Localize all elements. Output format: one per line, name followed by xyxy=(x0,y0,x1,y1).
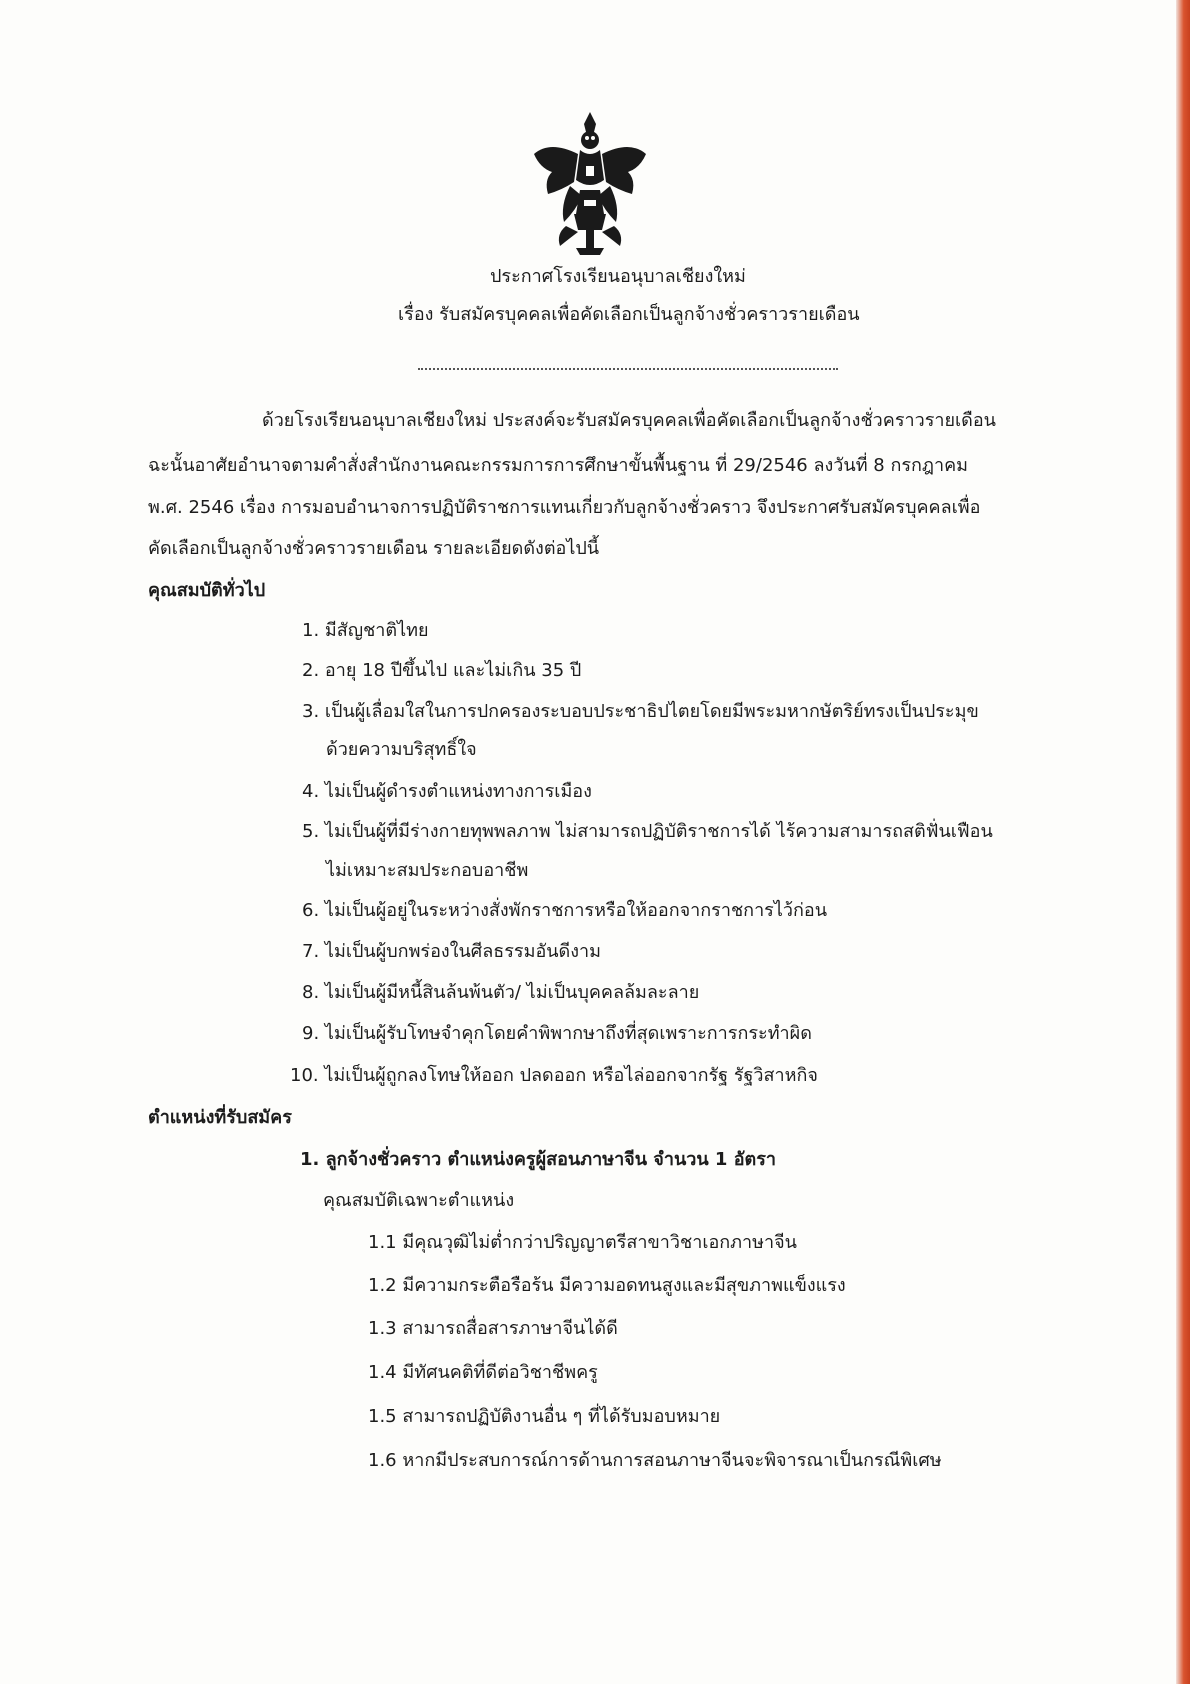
general-item: 3. เป็นผู้เลื่อมใสในการปกครองระบอบประชาธิปไตยโดยมีพระมหากษัตริย์ทรงเป็นประมุข xyxy=(302,701,979,722)
specific-qualifications-heading: คุณสมบัติเฉพาะตำแหน่ง xyxy=(323,1190,515,1211)
general-item: 8. ไม่เป็นผู้มีหนี้สินล้นพ้นตัว/ ไม่เป็นบุคคลล้มละลาย xyxy=(302,982,700,1003)
intro-line-3: พ.ศ. 2546 เรื่อง การมอบอำนาจการปฏิบัติราชการแทนเกี่ยวกับลูกจ้างชั่วคราว จึงประกาศรับสมัครบุคคลเพื่อ xyxy=(148,497,981,518)
announcement-subject: เรื่อง รับสมัครบุคคลเพื่อคัดเลือกเป็นลูกจ้างชั่วคราวรายเดือน xyxy=(398,304,860,325)
page-edge-stain xyxy=(1176,0,1190,1684)
general-item: 6. ไม่เป็นผู้อยู่ในระหว่างสั่งพักราชการหรือให้ออกจากราชการไว้ก่อน xyxy=(302,900,828,921)
intro-line-4: คัดเลือกเป็นลูกจ้างชั่วคราวรายเดือน รายละเอียดดังต่อไปนี้ xyxy=(148,538,600,559)
general-item: 9. ไม่เป็นผู้รับโทษจำคุกโดยคำพิพากษาถึงที่สุดเพราะการกระทำผิด xyxy=(302,1023,812,1044)
general-item: 7. ไม่เป็นผู้บกพร่องในศีลธรรมอันดีงาม xyxy=(302,941,602,962)
general-item: 2. อายุ 18 ปีขึ้นไป และไม่เกิน 35 ปี xyxy=(302,660,582,681)
intro-line-2: ฉะนั้นอาศัยอำนาจตามคำสั่งสำนักงานคณะกรรมการการศึกษาขั้นพื้นฐาน ที่ 29/2546 ลงวันที่ 8 กรกฎาคม xyxy=(148,455,969,476)
positions-heading: ตำแหน่งที่รับสมัคร xyxy=(148,1107,292,1128)
specific-item: 1.5 สามารถปฏิบัติงานอื่น ๆ ที่ได้รับมอบหมาย xyxy=(368,1406,721,1427)
general-item: 10. ไม่เป็นผู้ถูกลงโทษให้ออก ปลดออก หรือไล่ออกจากรัฐ รัฐวิสาหกิจ xyxy=(290,1065,818,1086)
general-qualifications-heading: คุณสมบัติทั่วไป xyxy=(148,580,266,601)
specific-item: 1.2 มีความกระตือรือร้น มีความอดทนสูงและมีสุขภาพแข็งแรง xyxy=(368,1275,846,1296)
general-item: 4. ไม่เป็นผู้ดำรงตำแหน่งทางการเมือง xyxy=(302,781,592,802)
specific-item: 1.4 มีทัศนคติที่ดีต่อวิชาชีพครู xyxy=(368,1362,598,1383)
general-item: 5. ไม่เป็นผู้ที่มีร่างกายทุพพลภาพ ไม่สามารถปฏิบัติราชการได้ ไร้ความสามารถสติฟั่นเฟือน xyxy=(302,821,993,842)
specific-item: 1.3 สามารถสื่อสารภาษาจีนได้ดี xyxy=(368,1318,618,1339)
specific-item: 1.6 หากมีประสบการณ์การด้านการสอนภาษาจีนจะพิจารณาเป็นกรณีพิเศษ xyxy=(368,1450,942,1471)
position-1-title: 1. ลูกจ้างชั่วคราว ตำแหน่งครูผู้สอนภาษาจีน จำนวน 1 อัตรา xyxy=(300,1149,776,1170)
specific-item: 1.1 มีคุณวุฒิไม่ต่ำกว่าปริญญาตรีสาขาวิชาเอกภาษาจีน xyxy=(368,1232,797,1253)
title-divider xyxy=(418,368,838,370)
general-item: 1. มีสัญชาติไทย xyxy=(302,620,429,641)
garuda-emblem-icon xyxy=(530,110,650,255)
general-item-continuation: ด้วยความบริสุทธิ์ใจ xyxy=(326,739,477,760)
general-item-continuation: ไม่เหมาะสมประกอบอาชีพ xyxy=(326,860,529,881)
announcement-title: ประกาศโรงเรียนอนุบาลเชียงใหม่ xyxy=(490,266,746,287)
intro-line-1: ด้วยโรงเรียนอนุบาลเชียงใหม่ ประสงค์จะรับสมัครบุคคลเพื่อคัดเลือกเป็นลูกจ้างชั่วคราวรายเดือน xyxy=(262,410,996,431)
